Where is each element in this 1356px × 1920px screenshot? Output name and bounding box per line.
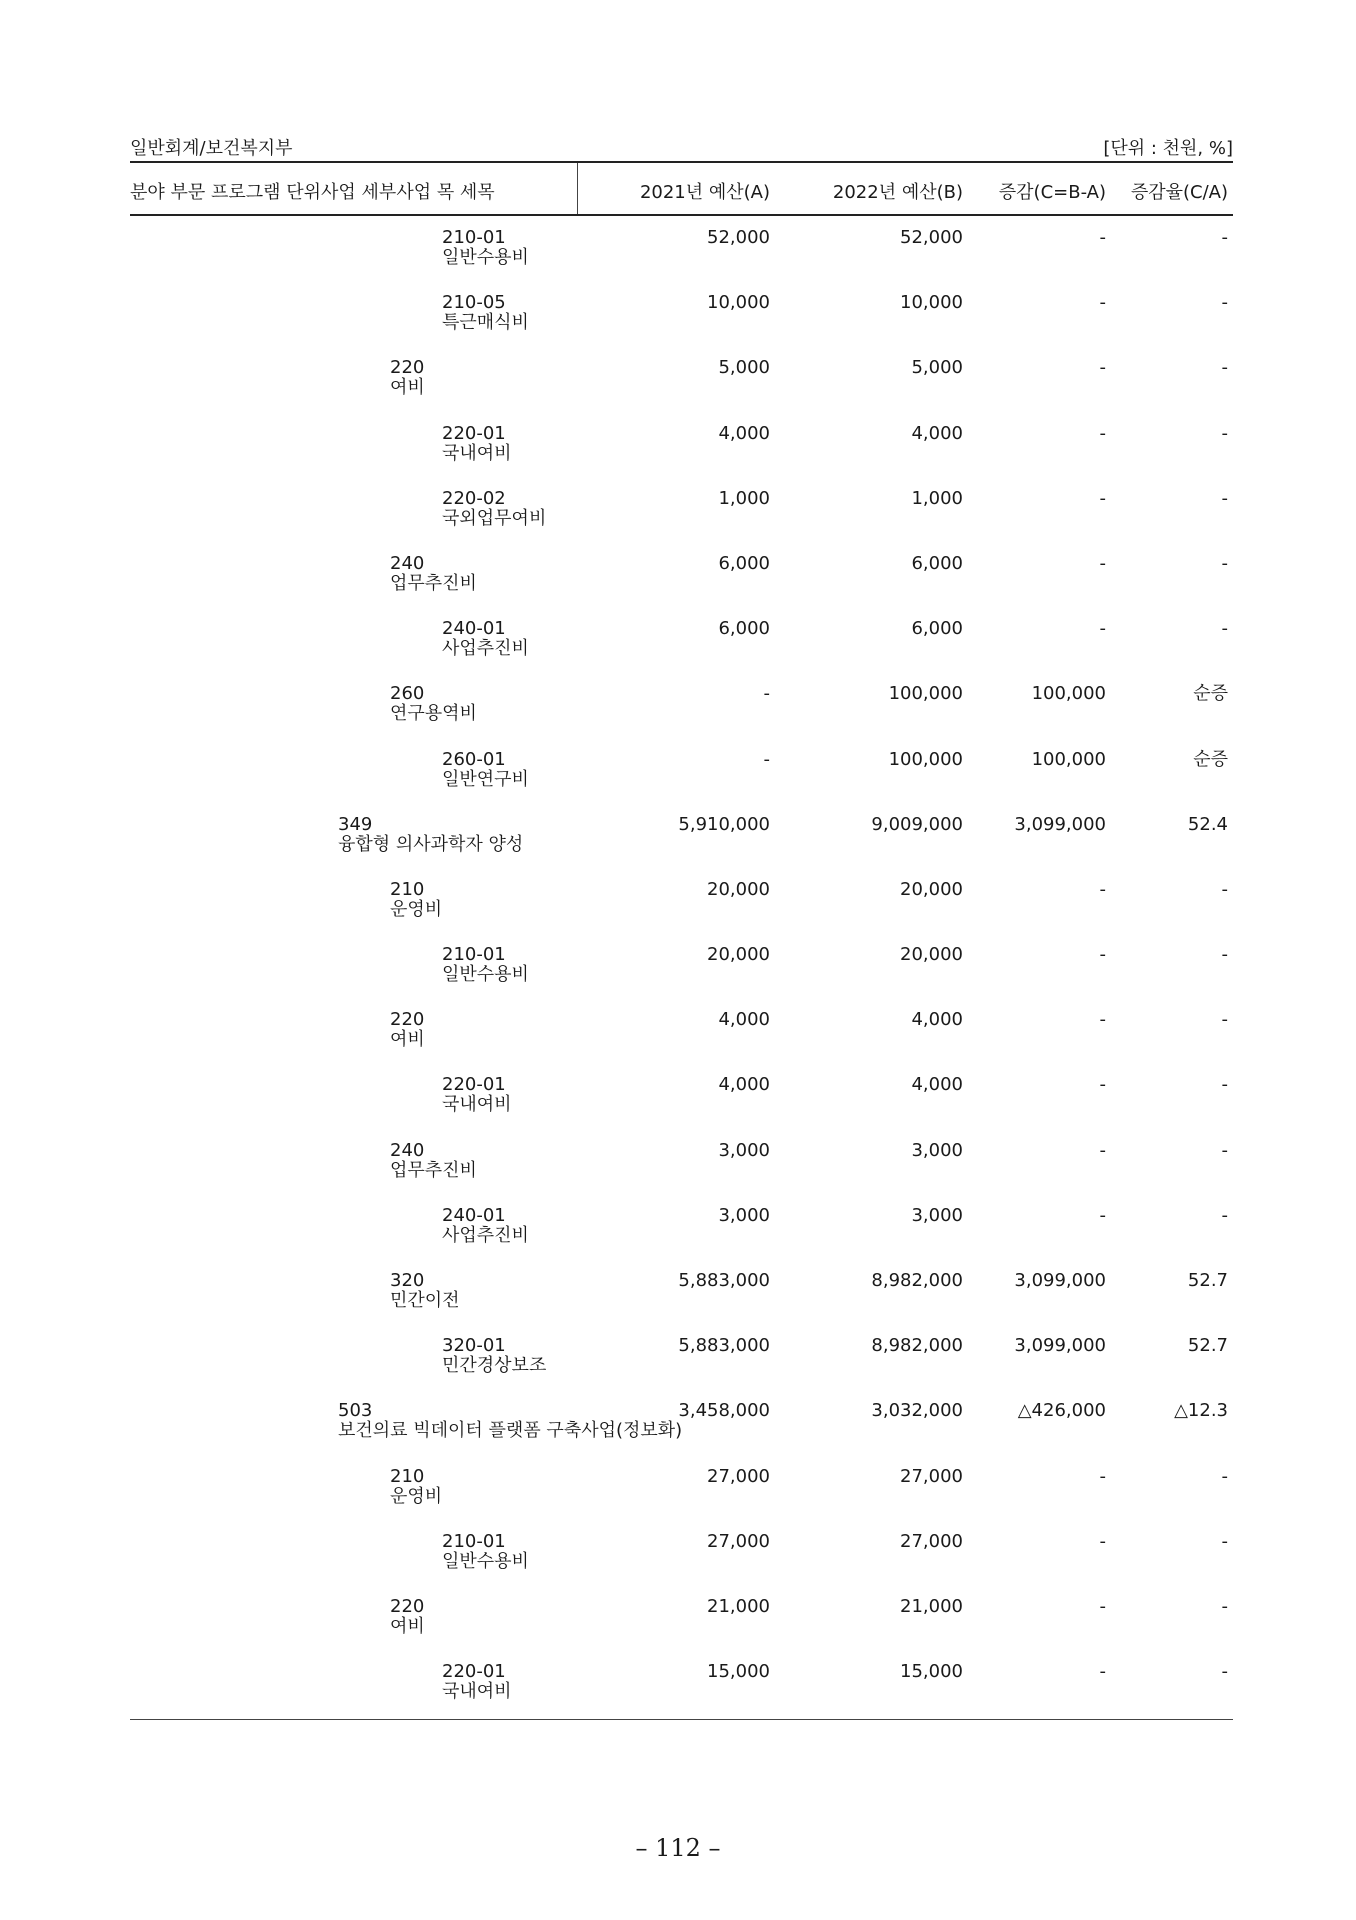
row-name: 국내여비 [442, 1681, 512, 1703]
table-row [130, 1259, 1233, 1324]
row-budget-2022: 27,000 [900, 1465, 963, 1487]
row-budget-2021: 4,000 [718, 1009, 770, 1031]
row-name: 일반수용비 [442, 247, 529, 268]
row-change: 100,000 [1031, 683, 1106, 705]
row-change: - [1099, 1204, 1106, 1226]
row-budget-2021: 1,000 [718, 487, 770, 509]
row-change-rate: - [1221, 1465, 1228, 1487]
row-name: 업무추진비 [390, 1159, 477, 1181]
row-budget-2021: - [763, 683, 770, 705]
row-name: 일반수용비 [442, 1550, 529, 1572]
row-change: - [1099, 1074, 1106, 1096]
row-budget-2021: 3,000 [718, 1204, 770, 1226]
row-code: 240 [390, 552, 425, 574]
row-change: - [1099, 292, 1106, 314]
row-name: 여비 [390, 1615, 425, 1637]
row-change-rate: - [1221, 422, 1228, 444]
row-code: 210-01 [442, 1530, 506, 1552]
row-budget-2022: 6,000 [911, 618, 963, 640]
row-code: 220 [390, 1595, 425, 1617]
row-budget-2021: 27,000 [707, 1465, 770, 1487]
row-name: 민간이전 [390, 1290, 460, 1311]
row-budget-2022: 4,000 [911, 1009, 963, 1031]
row-change: 100,000 [1031, 748, 1106, 770]
row-name: 국외업무여비 [442, 507, 547, 529]
table-row [130, 216, 1233, 281]
header-divider [577, 163, 578, 214]
row-name: 국내여비 [442, 442, 512, 464]
row-budget-2022: 5,000 [911, 357, 963, 379]
row-budget-2021: 4,000 [718, 422, 770, 444]
row-budget-2021: 3,458,000 [678, 1400, 770, 1422]
table-row [130, 607, 1233, 672]
unit-label: [단위 : 천원, %] [1103, 138, 1233, 159]
header-budget-2022: 2022년 예산(B) [832, 182, 963, 203]
table-row [130, 1585, 1233, 1650]
table-row [130, 672, 1233, 737]
header-category-label: 분야 부문 프로그램 단위사업 세부사업 목 세목 [130, 182, 495, 203]
row-budget-2021: 6,000 [718, 552, 770, 574]
row-name: 연구용역비 [390, 703, 477, 725]
row-name: 운영비 [390, 1485, 443, 1507]
row-budget-2021: 5,883,000 [678, 1270, 770, 1291]
row-budget-2022: 20,000 [900, 944, 963, 966]
table-row [130, 1063, 1233, 1128]
header-change: 증감(C=B-A) [998, 182, 1106, 203]
row-name: 일반연구비 [442, 768, 529, 790]
table-body [130, 216, 1233, 1715]
table-row [130, 1194, 1233, 1259]
row-name: 일반수용비 [442, 964, 529, 986]
table-row [130, 1455, 1233, 1520]
row-budget-2021: 10,000 [707, 292, 770, 314]
row-budget-2022: 8,982,000 [871, 1335, 963, 1357]
table-row [130, 346, 1233, 411]
row-code: 260 [390, 683, 425, 705]
row-budget-2021: 20,000 [707, 944, 770, 966]
row-budget-2022: 10,000 [900, 292, 963, 314]
row-code: 220-02 [442, 487, 506, 509]
table-row [130, 542, 1233, 607]
row-change-rate: - [1221, 1595, 1228, 1617]
row-change: - [1099, 422, 1106, 444]
row-change-rate: 52.7 [1187, 1335, 1228, 1357]
row-name: 민간경상보조 [442, 1355, 547, 1377]
row-budget-2021: 3,000 [718, 1139, 770, 1161]
row-change: - [1099, 1009, 1106, 1031]
table-row [130, 1389, 1233, 1454]
page-header [130, 130, 1233, 160]
row-code: 240-01 [442, 618, 506, 640]
table-row [130, 412, 1233, 477]
table-bottom-rule [130, 1719, 1233, 1720]
row-code: 320-01 [442, 1335, 506, 1357]
table-row [130, 998, 1233, 1063]
row-code: 210-05 [442, 292, 506, 314]
row-change-rate: - [1221, 227, 1228, 248]
table-header [130, 161, 1233, 216]
row-code: 320 [390, 1270, 425, 1291]
account-title: 일반회계/보건복지부 [130, 138, 293, 159]
row-change: - [1099, 878, 1106, 900]
row-budget-2022: 100,000 [888, 748, 963, 770]
row-budget-2022: 20,000 [900, 878, 963, 900]
row-name: 융합형 의사과학자 양성 [338, 833, 524, 855]
table-row [130, 868, 1233, 933]
row-name: 여비 [390, 377, 425, 399]
row-budget-2021: 6,000 [718, 618, 770, 640]
row-budget-2021: 5,883,000 [678, 1335, 770, 1357]
row-change: - [1099, 618, 1106, 640]
row-change: - [1099, 1465, 1106, 1487]
row-budget-2022: 27,000 [900, 1530, 963, 1552]
row-change-rate: 52.7 [1187, 1270, 1228, 1291]
table-row [130, 738, 1233, 803]
row-budget-2021: 20,000 [707, 878, 770, 900]
row-name: 특근매식비 [442, 312, 529, 334]
row-change: - [1099, 1595, 1106, 1617]
row-budget-2021: 21,000 [707, 1595, 770, 1617]
row-change: - [1099, 1139, 1106, 1161]
row-change-rate: - [1221, 357, 1228, 379]
row-change: 3,099,000 [1014, 1335, 1106, 1357]
row-name: 업무추진비 [390, 572, 477, 594]
row-budget-2021: 5,000 [718, 357, 770, 379]
row-name: 사업추진비 [442, 638, 529, 660]
row-name: 국내여비 [442, 1094, 512, 1116]
table-row [130, 933, 1233, 998]
row-name: 여비 [390, 1029, 425, 1051]
row-change: - [1099, 944, 1106, 966]
row-change-rate: - [1221, 1139, 1228, 1161]
row-budget-2022: 100,000 [888, 683, 963, 705]
row-change-rate: - [1221, 1661, 1228, 1683]
row-change: - [1099, 487, 1106, 509]
row-change-rate: - [1221, 552, 1228, 574]
row-change: - [1099, 357, 1106, 379]
row-code: 220 [390, 357, 425, 379]
row-budget-2022: 21,000 [900, 1595, 963, 1617]
row-change: 3,099,000 [1014, 1270, 1106, 1291]
row-change-rate: - [1221, 618, 1228, 640]
row-change: - [1099, 1530, 1106, 1552]
row-change-rate: - [1221, 1009, 1228, 1031]
row-budget-2021: 5,910,000 [678, 813, 770, 835]
budget-table [130, 161, 1233, 1720]
row-change-rate: - [1221, 878, 1228, 900]
table-row [130, 1520, 1233, 1585]
row-change: - [1099, 552, 1106, 574]
row-budget-2021: 52,000 [707, 227, 770, 248]
row-code: 210 [390, 1465, 425, 1487]
row-budget-2022: 3,000 [911, 1139, 963, 1161]
table-row [130, 281, 1233, 346]
row-change-rate: - [1221, 1530, 1228, 1552]
row-code: 349 [338, 813, 373, 835]
row-name: 보건의료 빅데이터 플랫폼 구축사업(정보화) [338, 1420, 683, 1442]
row-code: 210-01 [442, 944, 506, 966]
row-budget-2022: 4,000 [911, 422, 963, 444]
row-budget-2022: 3,032,000 [871, 1400, 963, 1422]
row-change-rate: 순증 [1193, 683, 1228, 705]
row-code: 240 [390, 1139, 425, 1161]
header-budget-2021: 2021년 예산(A) [639, 182, 770, 203]
row-budget-2022: 1,000 [911, 487, 963, 509]
table-row [130, 1324, 1233, 1389]
row-code: 240-01 [442, 1204, 506, 1226]
table-row [130, 477, 1233, 542]
row-code: 220-01 [442, 1661, 506, 1683]
row-code: 220 [390, 1009, 425, 1031]
row-change-rate: - [1221, 487, 1228, 509]
table-row [130, 1129, 1233, 1194]
row-budget-2022: 4,000 [911, 1074, 963, 1096]
row-budget-2022: 3,000 [911, 1204, 963, 1226]
row-code: 210 [390, 878, 425, 900]
row-change-rate: △12.3 [1174, 1400, 1228, 1422]
row-code: 260-01 [442, 748, 506, 770]
table-row [130, 803, 1233, 868]
page-number: – 112 – [635, 1834, 721, 1862]
row-change: - [1099, 1661, 1106, 1683]
row-budget-2022: 8,982,000 [871, 1270, 963, 1291]
table-row [130, 1650, 1233, 1715]
row-budget-2022: 6,000 [911, 552, 963, 574]
row-code: 220-01 [442, 422, 506, 444]
row-code: 503 [338, 1400, 373, 1422]
row-change-rate: - [1221, 1074, 1228, 1096]
row-budget-2021: 15,000 [707, 1661, 770, 1683]
row-change-rate: - [1221, 944, 1228, 966]
row-budget-2021: 4,000 [718, 1074, 770, 1096]
row-name: 운영비 [390, 898, 443, 920]
row-budget-2022: 52,000 [900, 227, 963, 248]
row-change: 3,099,000 [1014, 813, 1106, 835]
row-change-rate: - [1221, 292, 1228, 314]
row-budget-2021: 27,000 [707, 1530, 770, 1552]
row-change: - [1099, 227, 1106, 248]
row-code: 220-01 [442, 1074, 506, 1096]
row-change-rate: 52.4 [1187, 813, 1228, 835]
row-budget-2022: 9,009,000 [871, 813, 963, 835]
row-code: 210-01 [442, 227, 506, 248]
row-change-rate: 순증 [1193, 748, 1228, 770]
row-change-rate: - [1221, 1204, 1228, 1226]
header-change-rate: 증감율(C/A) [1130, 182, 1228, 203]
row-change: △426,000 [1017, 1400, 1106, 1422]
row-name: 사업추진비 [442, 1224, 529, 1246]
row-budget-2022: 15,000 [900, 1661, 963, 1683]
row-budget-2021: - [763, 748, 770, 770]
